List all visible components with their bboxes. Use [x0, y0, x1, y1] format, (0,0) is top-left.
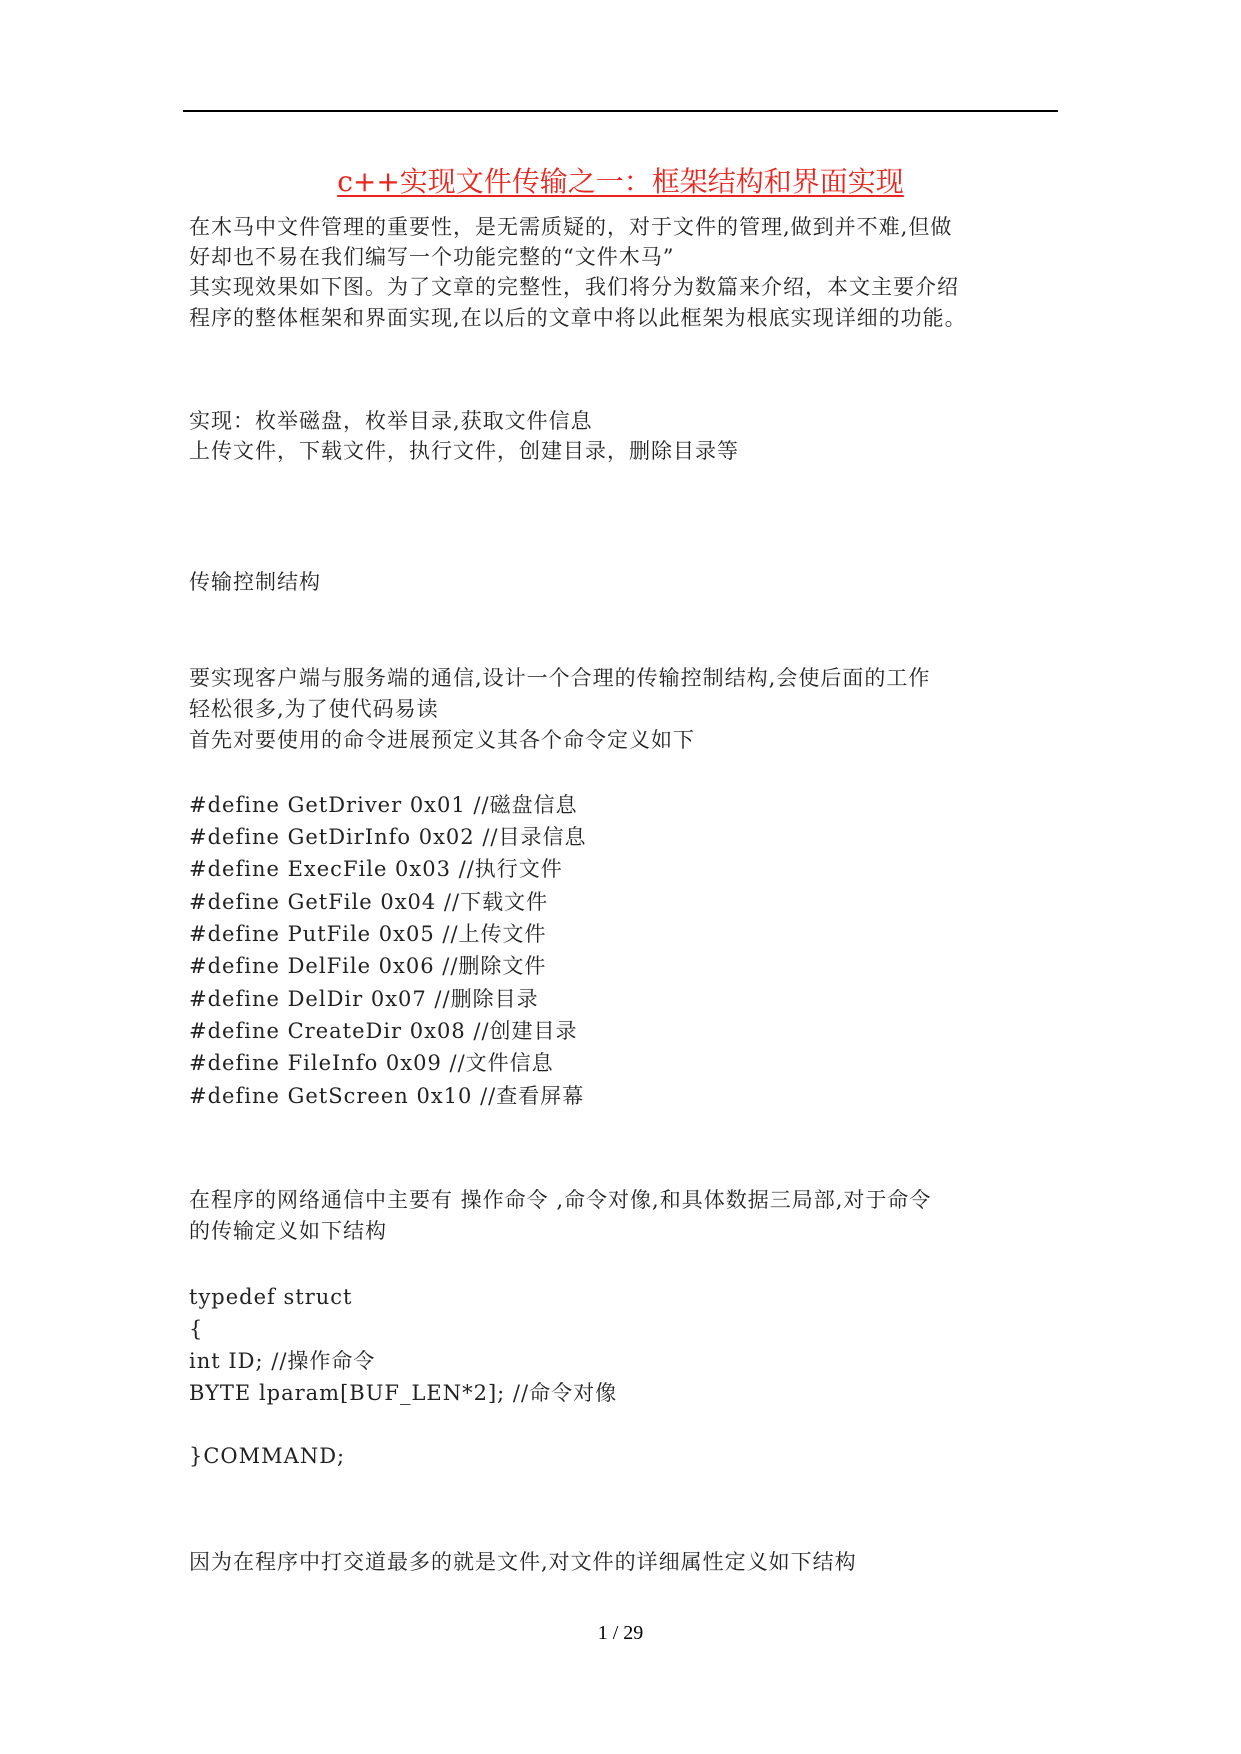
code-line: #define FileInfo 0x09 //文件信息	[189, 1051, 554, 1075]
code-line: }COMMAND;	[189, 1444, 346, 1468]
paragraph-line: 要实现客户端与服务端的通信,设计一个合理的传输控制结构,会使后面的工作	[189, 666, 931, 690]
paragraph-line: 实现：枚举磁盘，枚举目录,获取文件信息	[189, 409, 593, 433]
paragraph-line: 在木马中文件管理的重要性，是无需质疑的，对于文件的管理,做到并不难,但做	[189, 215, 953, 239]
code-line: #define CreateDir 0x08 //创建目录	[189, 1019, 578, 1043]
paragraph-line: 好却也不易在我们编写一个功能完整的“文件木马”	[189, 245, 675, 269]
code-line: #define GetDriver 0x01 //磁盘信息	[189, 793, 578, 817]
code-line: BYTE lparam[BUF_LEN*2]; //命令对像	[189, 1381, 618, 1405]
paragraph-line: 程序的整体框架和界面实现,在以后的文章中将以此框架为根底实现详细的功能。	[189, 306, 967, 330]
page-number: 1 / 29	[597, 1622, 644, 1644]
paragraph-line: 首先对要使用的命令进展预定义其各个命令定义如下	[189, 728, 695, 752]
code-line: #define DelFile 0x06 //删除文件	[189, 954, 547, 978]
code-line: int ID; //操作命令	[189, 1349, 376, 1373]
code-line: #define GetFile 0x04 //下载文件	[189, 890, 549, 914]
paragraph-line: 的传输定义如下结构	[189, 1219, 387, 1243]
paragraph-line: 轻松很多,为了使代码易读	[189, 697, 439, 721]
paragraph-line: 其实现效果如下图。为了文章的完整性，我们将分为数篇来介绍，本文主要介绍	[189, 275, 959, 299]
code-line: #define ExecFile 0x03 //执行文件	[189, 857, 563, 881]
code-line: #define GetScreen 0x10 //查看屏幕	[189, 1084, 585, 1108]
code-line: {	[189, 1317, 204, 1341]
code-line: #define DelDir 0x07 //删除目录	[189, 987, 539, 1011]
document-title: c++实现文件传输之一：框架结构和界面实现	[337, 165, 904, 198]
code-line: #define GetDirInfo 0x02 //目录信息	[189, 825, 587, 849]
code-line: #define PutFile 0x05 //上传文件	[189, 922, 547, 946]
code-line: typedef struct	[189, 1285, 353, 1309]
paragraph-line: 上传文件，下载文件，执行文件，创建目录，删除目录等	[189, 439, 739, 463]
paragraph-line: 在程序的网络通信中主要有 操作命令 ,命令对像,和具体数据三局部,对于命令	[189, 1188, 932, 1212]
paragraph-line: 因为在程序中打交道最多的就是文件,对文件的详细属性定义如下结构	[189, 1550, 857, 1574]
header-rule	[183, 110, 1058, 112]
section-heading: 传输控制结构	[189, 570, 321, 594]
